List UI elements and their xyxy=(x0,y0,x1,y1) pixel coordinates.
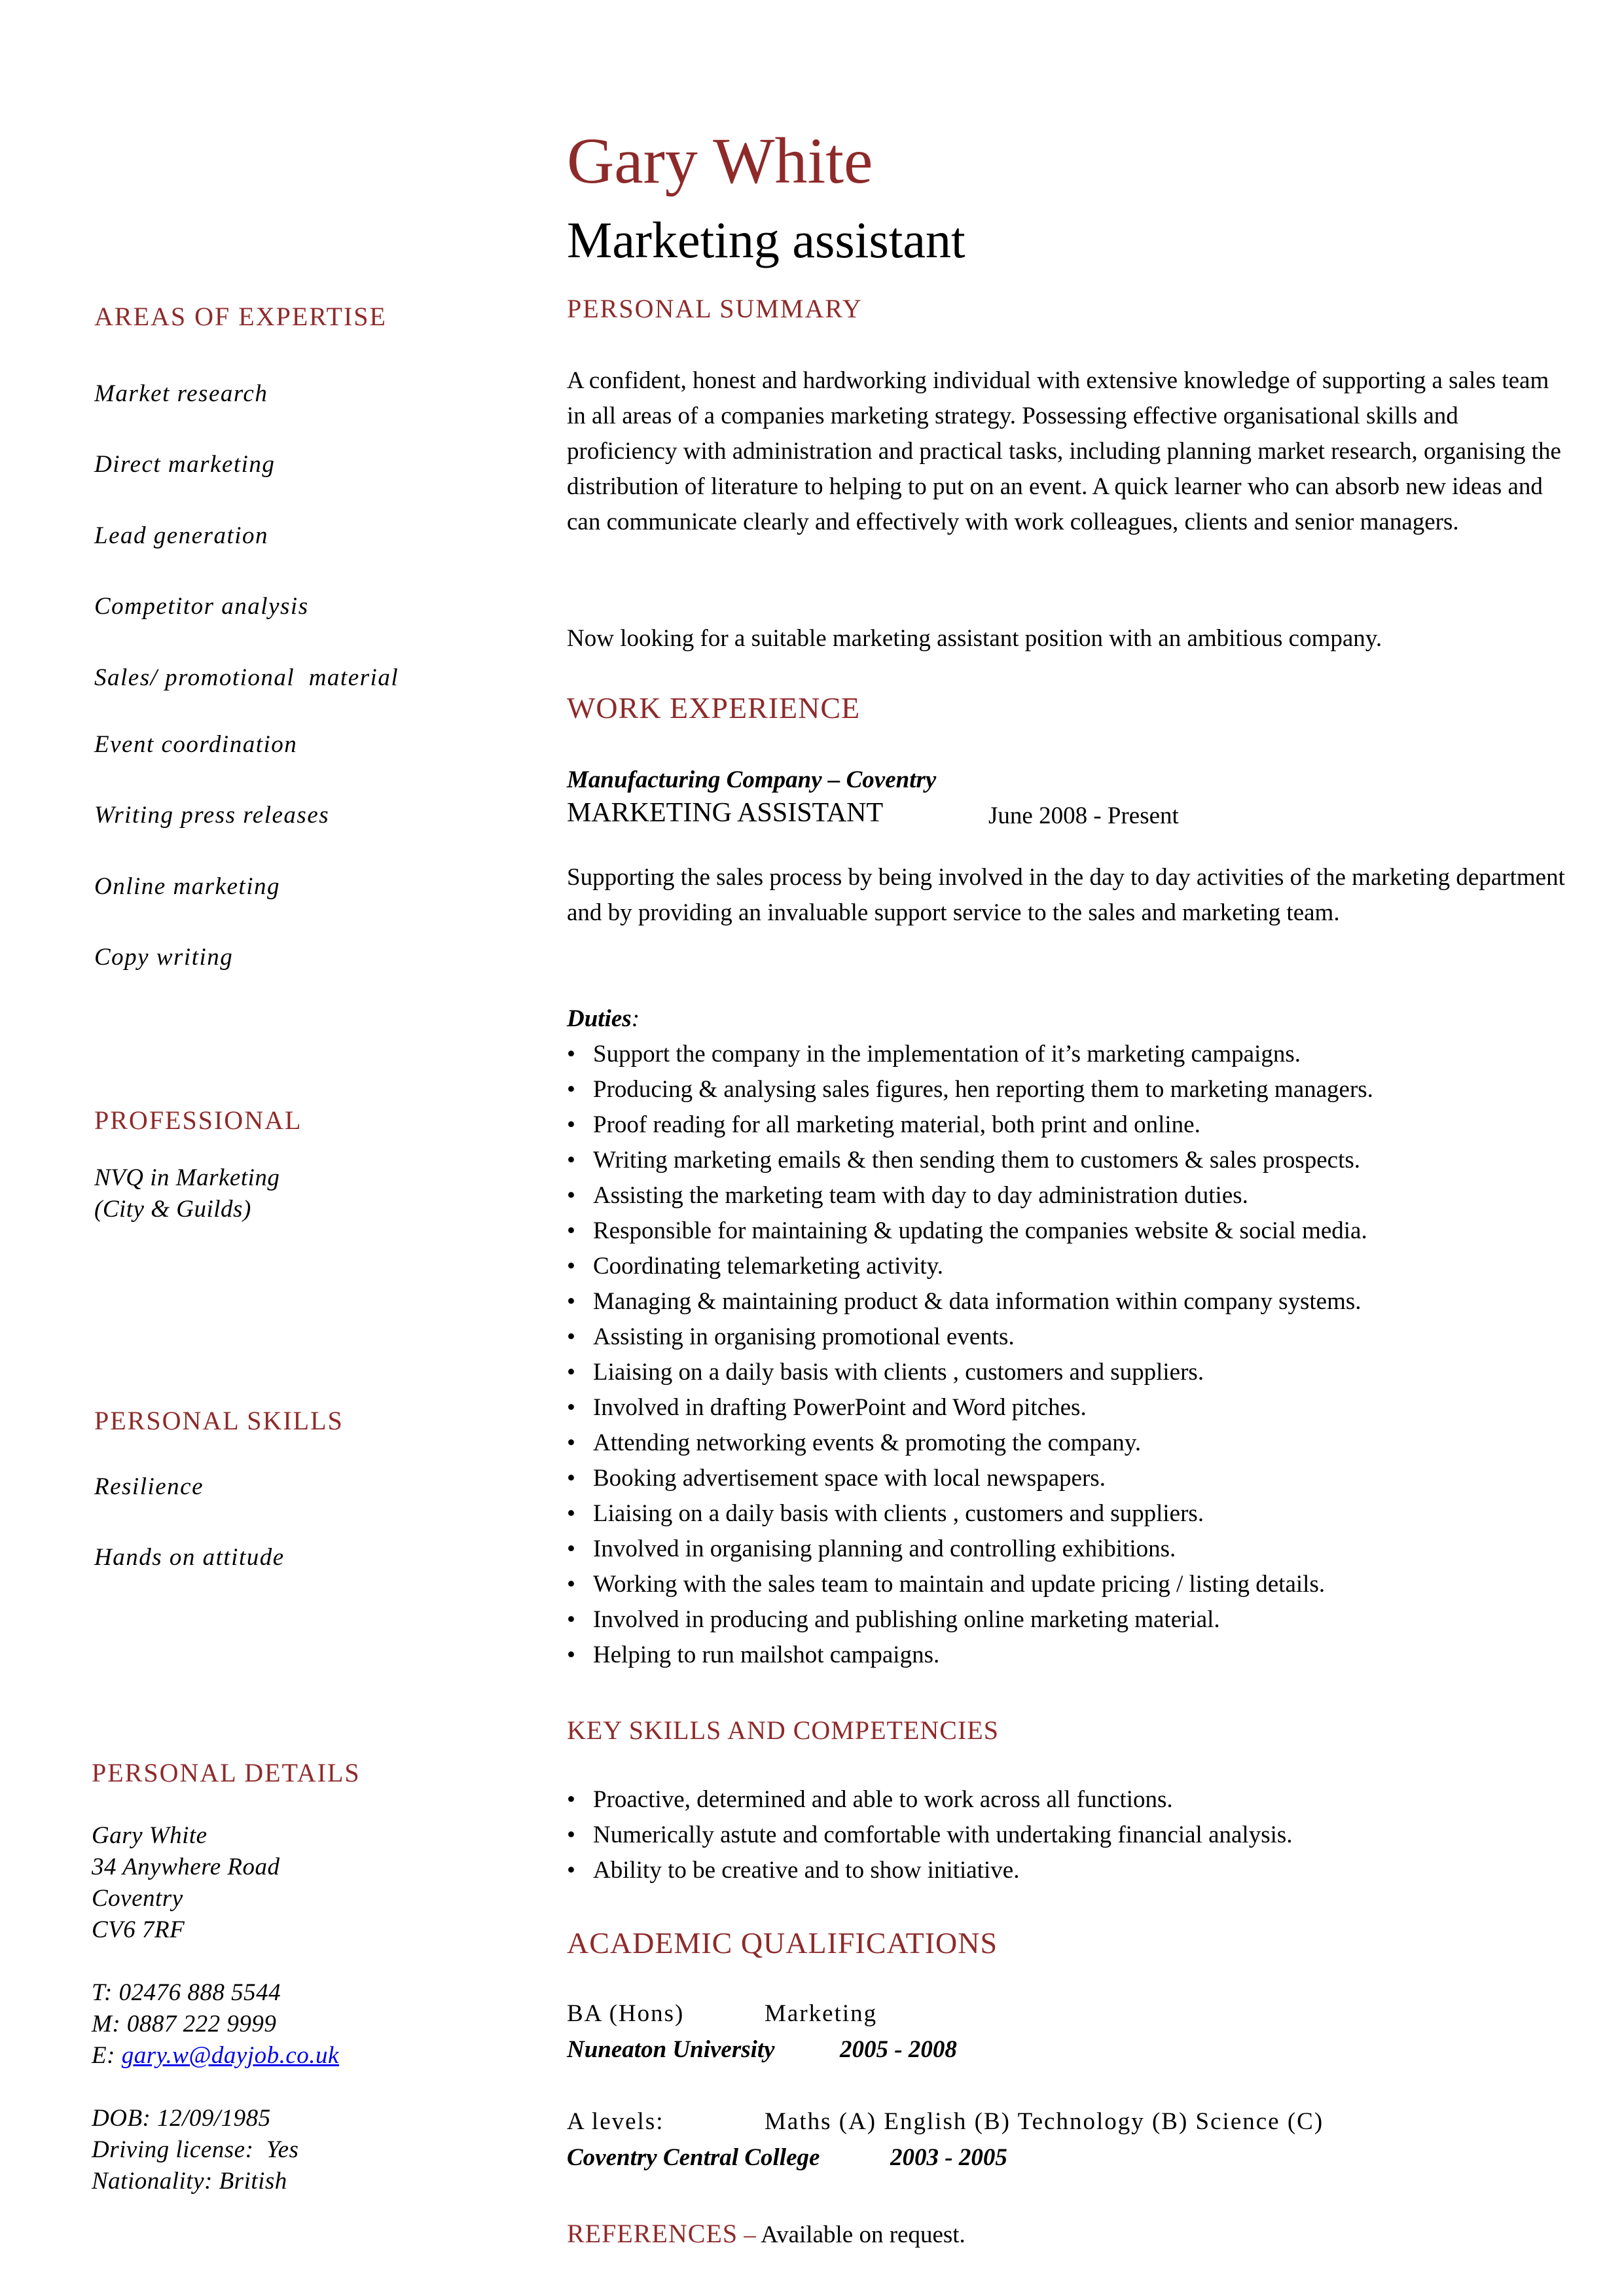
academic-heading: ACADEMIC QUALIFICATIONS xyxy=(567,1926,998,1960)
references-text: Available on request. xyxy=(761,2221,965,2248)
expertise-item: Online marketing xyxy=(94,873,280,900)
college-dates: 2003 - 2005 xyxy=(890,2144,1007,2171)
duty-item: • Working with the sales team to maintain and update pricing / listing details. xyxy=(567,1567,1373,1602)
work-dates: June 2008 - Present xyxy=(988,802,1179,829)
address-line: CV6 7RF xyxy=(92,1916,185,1943)
personal-details-heading: PERSONAL DETAILS xyxy=(92,1758,361,1787)
phone-line: T: 02476 888 5544 xyxy=(92,1979,281,2006)
key-skill-item: • Proactive, determined and able to work across all functions. xyxy=(567,1782,1293,1818)
references-dash: – xyxy=(738,2221,761,2248)
degree-subject: Marketing xyxy=(765,2000,878,2027)
job-title: Marketing assistant xyxy=(567,211,965,268)
email-line xyxy=(92,2040,339,2072)
duty-item: • Liaising on a daily basis with clients , customers and suppliers. xyxy=(567,1355,1373,1390)
duties-label-row xyxy=(567,1001,640,1037)
mobile-line: M: 0887 222 9999 xyxy=(92,2011,277,2037)
address-line: 34 Anywhere Road xyxy=(92,1854,280,1880)
driving-line: Driving license: Yes xyxy=(92,2136,299,2163)
duty-item: • Managing & maintaining product & data information within company systems. xyxy=(567,1284,1373,1319)
duty-item: • Proof reading for all marketing material, both print and online. xyxy=(567,1107,1373,1143)
duty-item: • Assisting the marketing team with day to day administration duties. xyxy=(567,1178,1373,1213)
university-name: Nuneaton University xyxy=(567,2036,775,2063)
personal-skill-item: Resilience xyxy=(94,1473,204,1500)
duty-item: • Booking advertisement space with local newspapers. xyxy=(567,1461,1373,1496)
expertise-item: Lead generation xyxy=(94,522,269,549)
duties-label: Duties xyxy=(567,1005,632,1032)
professional-heading: PROFESSIONAL xyxy=(94,1105,302,1135)
duty-item: • Writing marketing emails & then sending them to customers & sales prospects. xyxy=(567,1143,1373,1178)
professional-block xyxy=(94,1162,280,1225)
work-heading: WORK EXPERIENCE xyxy=(567,691,861,725)
alevels-subjects: Maths (A) English (B) Technology (B) Science (C) xyxy=(765,2108,1324,2135)
references-label: REFERENCES xyxy=(567,2219,738,2248)
key-skills-list xyxy=(567,1782,1293,1888)
work-role: MARKETING ASSISTANT xyxy=(567,798,884,828)
duty-item: • Involved in drafting PowerPoint and Word pitches. xyxy=(567,1390,1373,1426)
personal-details-block xyxy=(92,1820,339,2197)
degree-label: BA (Hons) xyxy=(567,2000,685,2027)
email-link[interactable]: gary.w@dayjob.co.uk xyxy=(121,2042,339,2069)
duty-item: • Involved in organising planning and controlling exhibitions. xyxy=(567,1532,1373,1567)
duty-item: • Support the company in the implementation of it’s marketing campaigns. xyxy=(567,1037,1373,1072)
alevels-label: A levels: xyxy=(567,2108,664,2135)
duty-item: • Helping to run mailshot campaigns. xyxy=(567,1638,1373,1673)
expertise-item: Copy writing xyxy=(94,944,234,971)
professional-line: (City & Guilds) xyxy=(94,1196,251,1223)
personal-skills-heading: PERSONAL SKILLS xyxy=(94,1406,344,1435)
duty-item: • Liaising on a daily basis with clients , customers and suppliers. xyxy=(567,1496,1373,1532)
expertise-item: Event coordination xyxy=(94,731,298,758)
work-description: Supporting the sales process by being involved in the day to day activities of the marketing department and by providing an invaluable support service to the sales and marketing team. xyxy=(567,864,1565,926)
professional-line: NVQ in Marketing xyxy=(94,1164,280,1191)
expertise-item: Direct marketing xyxy=(94,451,276,478)
duties-colon: : xyxy=(631,1005,640,1032)
personal-skill-item: Hands on attitude xyxy=(94,1544,285,1571)
expertise-item: Sales/ promotional material xyxy=(94,664,399,691)
expertise-item: Market research xyxy=(94,380,268,407)
work-company: Manufacturing Company – Coventry xyxy=(567,766,937,793)
expertise-item: Writing press releases xyxy=(94,802,330,829)
duty-item: • Coordinating telemarketing activity. xyxy=(567,1249,1373,1284)
address-line: Coventry xyxy=(92,1885,183,1912)
duty-item: • Responsible for maintaining & updating the companies website & social media. xyxy=(567,1213,1373,1249)
key-skills-heading: KEY SKILLS AND COMPETENCIES xyxy=(567,1715,999,1745)
key-skill-item: • Ability to be creative and to show initiative. xyxy=(567,1853,1293,1888)
college-name: Coventry Central College xyxy=(567,2144,820,2171)
expertise-heading: AREAS OF EXPERTISE xyxy=(94,302,387,331)
university-dates: 2005 - 2008 xyxy=(840,2036,957,2063)
key-skill-item: • Numerically astute and comfortable with undertaking financial analysis. xyxy=(567,1818,1293,1853)
email-label: E: xyxy=(92,2042,122,2069)
duty-item: • Attending networking events & promoting the company. xyxy=(567,1426,1373,1461)
candidate-name: Gary White xyxy=(567,124,873,197)
duties-list xyxy=(567,1037,1373,1673)
summary-looking: Now looking for a suitable marketing assistant position with an ambitious company. xyxy=(567,625,1382,652)
dob-line: DOB: 12/09/1985 xyxy=(92,2105,271,2132)
duty-item: • Producing & analysing sales figures, hen reporting them to marketing managers. xyxy=(567,1072,1373,1107)
summary-paragraph: A confident, honest and hardworking individual with extensive knowledge of supporting a sales team in all areas of a companies marketing strategy. Possessing effective organisational skills and proficiency with administration and practical tasks, including planning market research, organising the distribution of literature to helping to put on an event. A quick learner who can absorb new ideas and can communicate clearly and effectively with work colleagues, clients and senior managers. xyxy=(567,367,1561,535)
duty-item: • Assisting in organising promotional events. xyxy=(567,1319,1373,1355)
expertise-item: Competitor analysis xyxy=(94,593,309,620)
duty-item: • Involved in producing and publishing online marketing material. xyxy=(567,1602,1373,1638)
summary-heading: PERSONAL SUMMARY xyxy=(567,294,863,323)
references-row xyxy=(567,2216,965,2253)
nationality-line: Nationality: British xyxy=(92,2168,287,2195)
address-line: Gary White xyxy=(92,1822,208,1849)
